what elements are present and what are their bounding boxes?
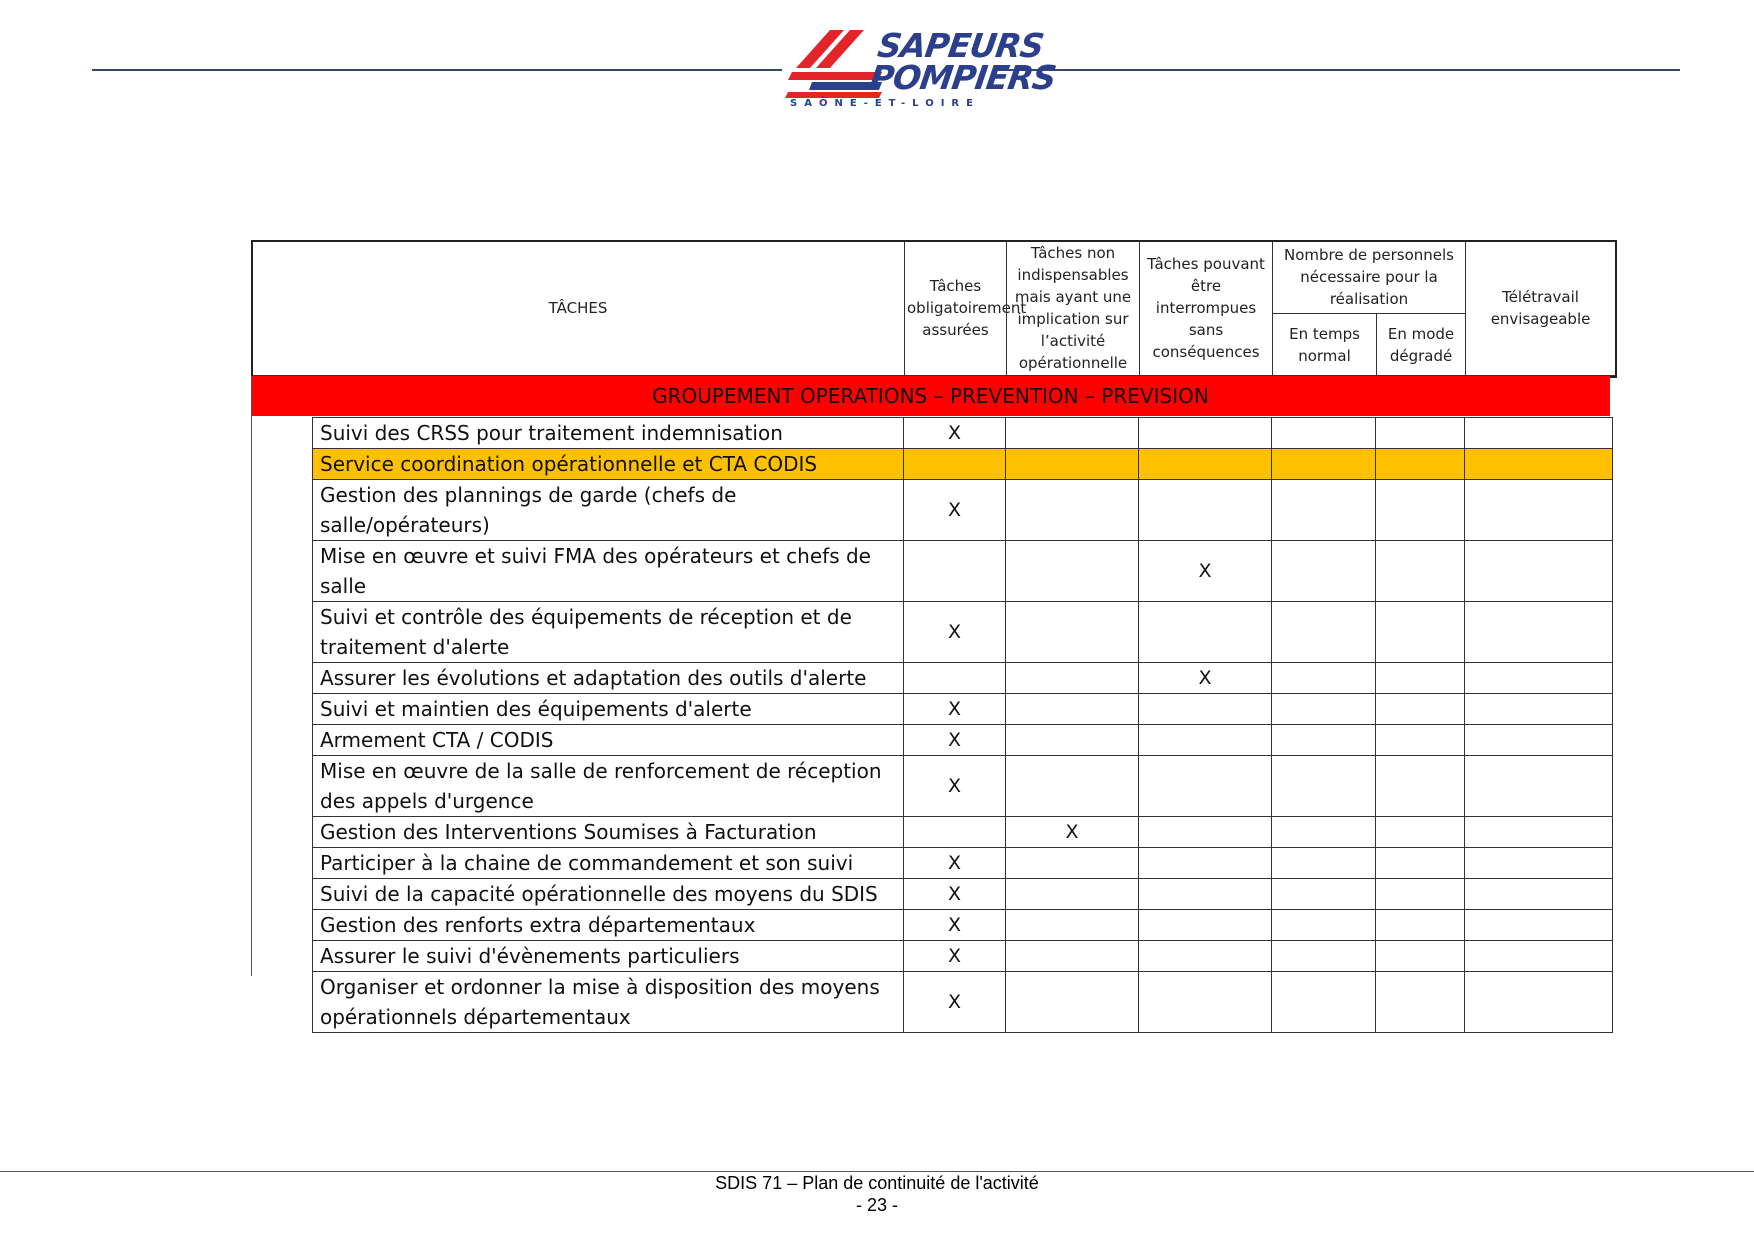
cell-interrompue xyxy=(1139,879,1272,910)
sapeurs-pompiers-logo xyxy=(782,24,1059,116)
table-row xyxy=(313,725,1613,756)
cell-degrade xyxy=(1376,756,1465,817)
task-cell: Suivi des CRSS pour traitement indemnisation xyxy=(313,418,904,449)
logo-stripes-icon xyxy=(782,28,882,98)
table-row xyxy=(313,602,1613,663)
service-row xyxy=(313,449,1613,480)
cell-teletravail xyxy=(1465,480,1613,541)
cell-non-indisp xyxy=(1006,480,1139,541)
table-row xyxy=(313,418,1613,449)
logo-word-pompiers: POMPIERS xyxy=(867,58,1059,97)
cell-normal xyxy=(1272,910,1376,941)
table-row xyxy=(313,480,1613,541)
cell-interrompue: X xyxy=(1139,541,1272,602)
cell-interrompue xyxy=(1139,725,1272,756)
cell-teletravail xyxy=(1465,756,1613,817)
logo-subtitle: SAÔNE-ET-LOIRE xyxy=(790,98,980,109)
cell-non-indisp: X xyxy=(1006,817,1139,848)
cell-obligatoire: X xyxy=(904,725,1006,756)
cell-normal xyxy=(1272,602,1376,663)
cell-interrompue xyxy=(1139,418,1272,449)
cell-non-indisp xyxy=(1006,848,1139,879)
cell-interrompue xyxy=(1139,972,1272,1033)
cell-non-indisp xyxy=(1006,663,1139,694)
cell-interrompue xyxy=(1139,910,1272,941)
cell-normal xyxy=(1272,663,1376,694)
cell-interrompue xyxy=(1139,756,1272,817)
cell-teletravail xyxy=(1465,910,1613,941)
cell-degrade xyxy=(1376,972,1465,1033)
header-mode-degrade: En mode dégradé xyxy=(1377,314,1466,376)
table-row xyxy=(313,848,1613,879)
task-cell: Organiser et ordonner la mise à disposition des moyens opérationnels départementaux xyxy=(313,972,904,1033)
cell-interrompue xyxy=(1139,941,1272,972)
cell-obligatoire: X xyxy=(904,694,1006,725)
cell-normal xyxy=(1272,694,1376,725)
task-cell: Gestion des plannings de garde (chefs de salle/opérateurs) xyxy=(313,480,904,541)
cell-obligatoire: X xyxy=(904,418,1006,449)
cell-obligatoire: X xyxy=(904,848,1006,879)
cell-teletravail xyxy=(1465,541,1613,602)
cell-interrompue xyxy=(1139,480,1272,541)
logo-word-sapeurs: SAPEURS xyxy=(875,26,1046,65)
cell-teletravail xyxy=(1465,694,1613,725)
table-row xyxy=(313,972,1613,1033)
cell-degrade xyxy=(1376,910,1465,941)
cell-non-indisp xyxy=(1006,725,1139,756)
cell-degrade xyxy=(1376,602,1465,663)
task-cell: Mise en œuvre et suivi FMA des opérateurs et chefs de salle xyxy=(313,541,904,602)
cell-obligatoire xyxy=(904,541,1006,602)
task-cell: Gestion des renforts extra départementaux xyxy=(313,910,904,941)
table-row xyxy=(313,910,1613,941)
tasks-table xyxy=(312,417,1613,1033)
cell-obligatoire: X xyxy=(904,480,1006,541)
page-number: - 23 - xyxy=(855,1195,898,1215)
task-cell: Service coordination opérationnelle et CTA CODIS xyxy=(313,449,904,480)
cell-interrompue xyxy=(1139,694,1272,725)
cell-teletravail xyxy=(1465,418,1613,449)
cell-teletravail xyxy=(1465,848,1613,879)
task-cell: Suivi et maintien des équipements d'alerte xyxy=(313,694,904,725)
cell-teletravail xyxy=(1465,663,1613,694)
cell-obligatoire: X xyxy=(904,972,1006,1033)
header-nombre-personnels: Nombre de personnels nécessaire pour la réalisation xyxy=(1273,241,1466,314)
header-obligatoires: Tâches obligatoirement assurées xyxy=(905,241,1007,376)
cell-obligatoire xyxy=(904,817,1006,848)
cell-normal xyxy=(1272,817,1376,848)
header-non-indispensables: Tâches non indispensables mais ayant une implication sur l’activité opérationnelle xyxy=(1007,241,1140,376)
task-cell: Suivi de la capacité opérationnelle des moyens du SDIS xyxy=(313,879,904,910)
cell-normal xyxy=(1272,848,1376,879)
cell-teletravail xyxy=(1465,879,1613,910)
cell-non-indisp xyxy=(1006,972,1139,1033)
table-header xyxy=(251,240,1616,376)
cell-teletravail xyxy=(1465,725,1613,756)
cell-interrompue xyxy=(1139,848,1272,879)
table-row xyxy=(313,541,1613,602)
table-row xyxy=(313,694,1613,725)
cell-non-indisp xyxy=(1006,449,1139,480)
cell-degrade xyxy=(1376,418,1465,449)
cell-non-indisp xyxy=(1006,694,1139,725)
task-cell: Assurer le suivi d'évènements particuliers xyxy=(313,941,904,972)
cell-normal xyxy=(1272,879,1376,910)
cell-obligatoire: X xyxy=(904,756,1006,817)
cell-normal xyxy=(1272,941,1376,972)
cell-degrade xyxy=(1376,848,1465,879)
cell-obligatoire xyxy=(904,449,1006,480)
cell-teletravail xyxy=(1465,941,1613,972)
cell-normal xyxy=(1272,449,1376,480)
header-interrompues: Tâches pouvant être interrompues sans conséquences xyxy=(1140,241,1273,376)
cell-normal xyxy=(1272,480,1376,541)
cell-non-indisp xyxy=(1006,941,1139,972)
task-cell: Armement CTA / CODIS xyxy=(313,725,904,756)
cell-degrade xyxy=(1376,817,1465,848)
table-row xyxy=(313,663,1613,694)
group-title-band: GROUPEMENT OPERATIONS – PREVENTION – PREVISION xyxy=(251,376,1610,416)
cell-obligatoire: X xyxy=(904,879,1006,910)
cell-degrade xyxy=(1376,879,1465,910)
task-cell: Assurer les évolutions et adaptation des outils d'alerte xyxy=(313,663,904,694)
cell-normal xyxy=(1272,725,1376,756)
cell-degrade xyxy=(1376,541,1465,602)
cell-non-indisp xyxy=(1006,418,1139,449)
cell-obligatoire: X xyxy=(904,602,1006,663)
cell-degrade xyxy=(1376,449,1465,480)
cell-non-indisp xyxy=(1006,541,1139,602)
cell-non-indisp xyxy=(1006,756,1139,817)
cell-interrompue xyxy=(1139,602,1272,663)
table-row xyxy=(313,817,1613,848)
cell-degrade xyxy=(1376,480,1465,541)
task-cell: Gestion des Interventions Soumises à Facturation xyxy=(313,817,904,848)
left-border xyxy=(251,376,252,976)
cell-normal xyxy=(1272,418,1376,449)
cell-teletravail xyxy=(1465,449,1613,480)
cell-obligatoire xyxy=(904,663,1006,694)
footer-rule xyxy=(0,1171,1754,1172)
task-cell: Suivi et contrôle des équipements de réception et de traitement d'alerte xyxy=(313,602,904,663)
cell-non-indisp xyxy=(1006,879,1139,910)
cell-degrade xyxy=(1376,941,1465,972)
cell-interrompue: X xyxy=(1139,663,1272,694)
task-cell: Mise en œuvre de la salle de renforcement de réception des appels d'urgence xyxy=(313,756,904,817)
header-temps-normal: En temps normal xyxy=(1273,314,1377,376)
header-rule-right xyxy=(996,69,1680,71)
cell-teletravail xyxy=(1465,972,1613,1033)
cell-normal xyxy=(1272,972,1376,1033)
header-taches: TÂCHES xyxy=(252,241,905,376)
table-row xyxy=(313,756,1613,817)
cell-normal xyxy=(1272,756,1376,817)
cell-interrompue xyxy=(1139,817,1272,848)
cell-obligatoire: X xyxy=(904,941,1006,972)
cell-degrade xyxy=(1376,663,1465,694)
cell-teletravail xyxy=(1465,602,1613,663)
cell-interrompue xyxy=(1139,449,1272,480)
cell-normal xyxy=(1272,541,1376,602)
header-rule-left xyxy=(92,69,782,71)
header-teletravail: Télétravail envisageable xyxy=(1466,241,1616,376)
cell-non-indisp xyxy=(1006,910,1139,941)
table-row xyxy=(313,879,1613,910)
cell-degrade xyxy=(1376,725,1465,756)
task-cell: Participer à la chaine de commandement et son suivi xyxy=(313,848,904,879)
cell-teletravail xyxy=(1465,817,1613,848)
cell-non-indisp xyxy=(1006,602,1139,663)
cell-obligatoire: X xyxy=(904,910,1006,941)
table-row xyxy=(313,941,1613,972)
footer-title: SDIS 71 – Plan de continuité de l'activité xyxy=(715,1173,1039,1193)
cell-degrade xyxy=(1376,694,1465,725)
